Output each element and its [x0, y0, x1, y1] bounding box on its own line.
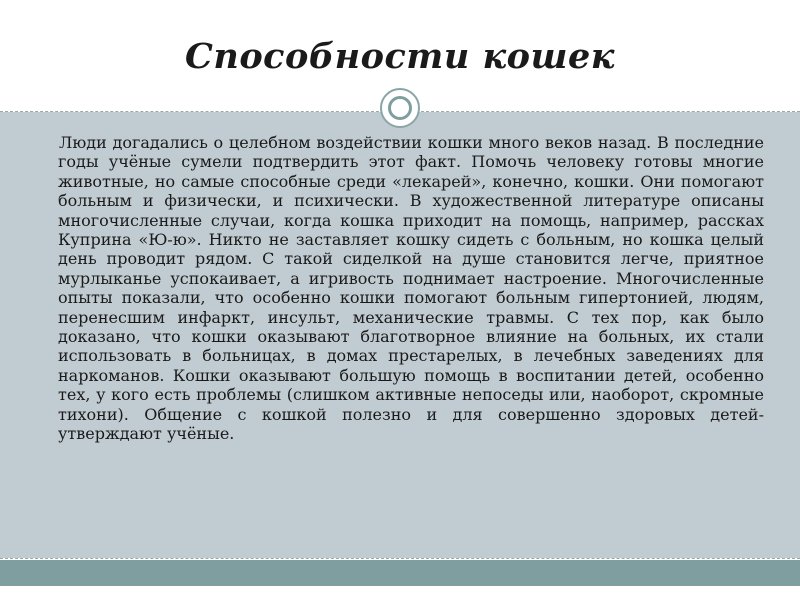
ring-ornament-inner	[388, 96, 412, 120]
footer-band	[0, 560, 800, 586]
body-text: Люди догадались о целебном воздействии кошки много веков назад. В последние годы учёные сумели подтвердить этот факт. Помочь человеку готовы многие животные, но самые способные среди «лекарей», конечно, кошки. Они помогают больным и физически, и психически. В художественной литературе описаны многочисленные случаи, когда кошка приходит на помощь, например, рассках Куприна «Ю-ю». Никто не заставляет кошку сидеть с больным, но кошка целый день проводит рядом. С такой сиделкой на душе становится легче, приятное мурлыканье успокаивает, а игривость поднимает настроение. Многочисленные опыты показали, что особенно кошки помогают больным гипертонией, людям, перенесшим инфаркт, инсульт, механические травмы. С тех пор, как было доказано, что кошки оказывают благотворное влияние на больных, их стали использовать в больницах, в домах престарелых, в лечебных заведениях для наркоманов. Кошки оказывают большую помощь в воспитании детей, особенно тех, у кого есть проблемы (слишком активные непоседы или, наоборот, скромные тихони). Общение с кошкой полезно и для совершенно здоровых детей-утверждают учёные.	[58, 133, 764, 444]
ring-ornament-icon	[380, 88, 420, 128]
bottom-divider	[0, 558, 800, 559]
slide-title: Способности кошек	[185, 36, 615, 77]
